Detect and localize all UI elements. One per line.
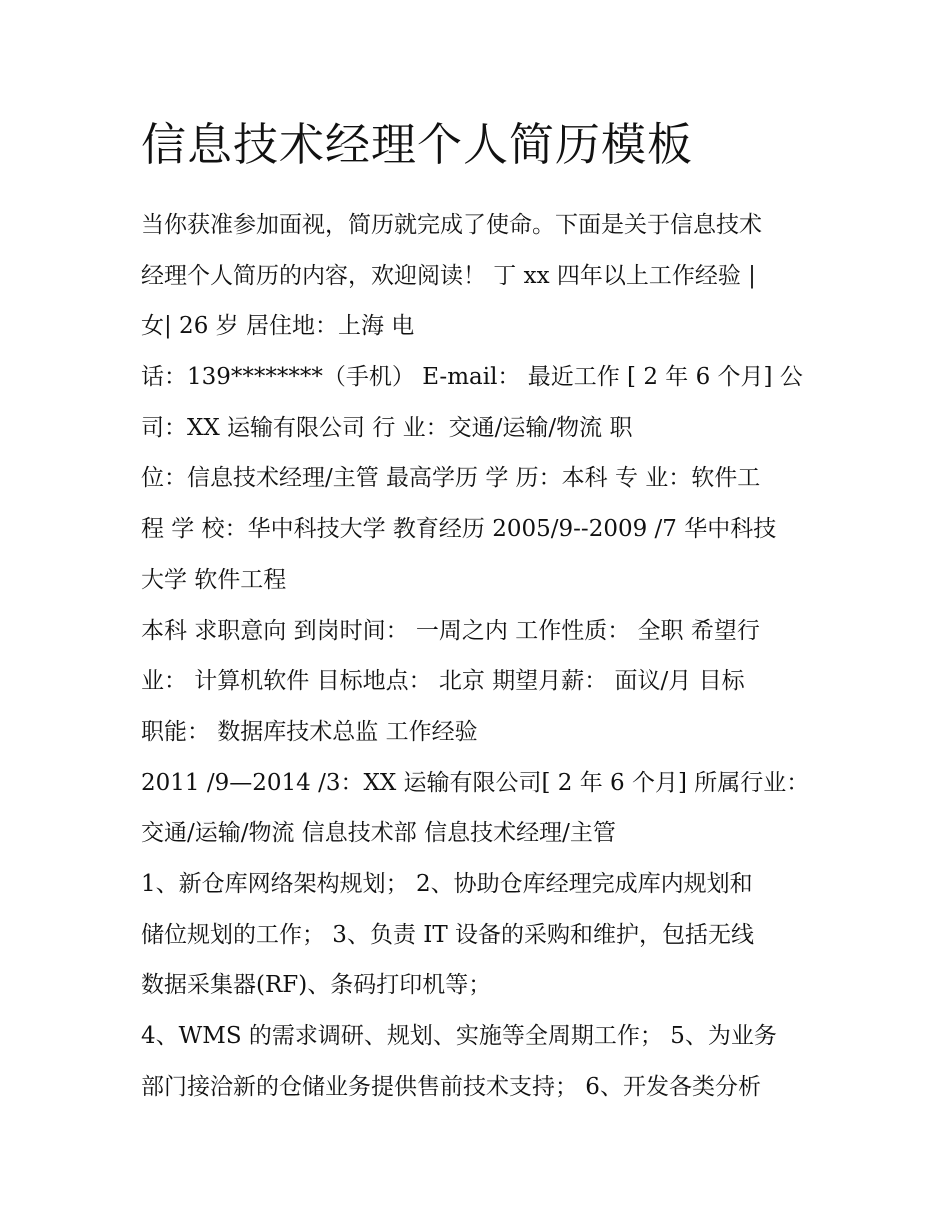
text-line: 数据采集器(RF)、条码打印机等； (141, 972, 492, 999)
text-line: 女| 26 岁 居住地：上海 电 (141, 313, 415, 340)
text-line: 程 学 校：华中科技大学 教育经历 2005/9--2009 /7 华中科技 (141, 516, 777, 543)
text-line: 经理个人简历的内容，欢迎阅读！ 丁 xx 四年以上工作经验 | (141, 262, 756, 289)
text-line: 当你获准参加面视，简历就完成了使命。下面是关于信息技术 (141, 212, 762, 238)
page-title: 信息技术经理个人简历模板 (141, 118, 694, 171)
text-line: 话：139********（手机） E-mail： 最近工作 [ 2 年 6 个月] 公 (141, 364, 803, 391)
text-line: 部门接洽新的仓储业务提供售前技术支持； 6、开发各类分析 (141, 1073, 761, 1100)
text-line: 交通/运输/物流 信息技术部 信息技术经理/主管 (141, 820, 616, 847)
text-line: 业： 计算机软件 目标地点： 北京 期望月薪： 面议/月 目标 (141, 668, 745, 695)
text-line: 4、WMS 的需求调研、规划、实施等全周期工作； 5、为业务 (141, 1023, 777, 1049)
text-line: 本科 求职意向 到岗时间： 一周之内 工作性质： 全职 希望行 (141, 617, 760, 644)
resume-document (141, 112, 821, 1112)
text-line: 1、新仓库网络架构规划； 2、协助仓库经理完成库内规划和 (141, 870, 753, 897)
text-line: 2011 /9—2014 /3：XX 运输有限公司[ 2 年 6 个月] 所属行业： (141, 769, 810, 796)
text-line: 储位规划的工作； 3、负责 IT 设备的采购和维护，包括无线 (141, 921, 754, 948)
text-line: 大学 软件工程 (141, 566, 287, 593)
text-line: 职能： 数据库技术总监 工作经验 (141, 718, 478, 745)
body-text (141, 200, 821, 1112)
text-line: 司：XX 运输有限公司 行 业：交通/运输/物流 职 (141, 414, 633, 441)
text-line: 位：信息技术经理/主管 最高学历 学 历：本科 专 业：软件工 (141, 465, 761, 492)
